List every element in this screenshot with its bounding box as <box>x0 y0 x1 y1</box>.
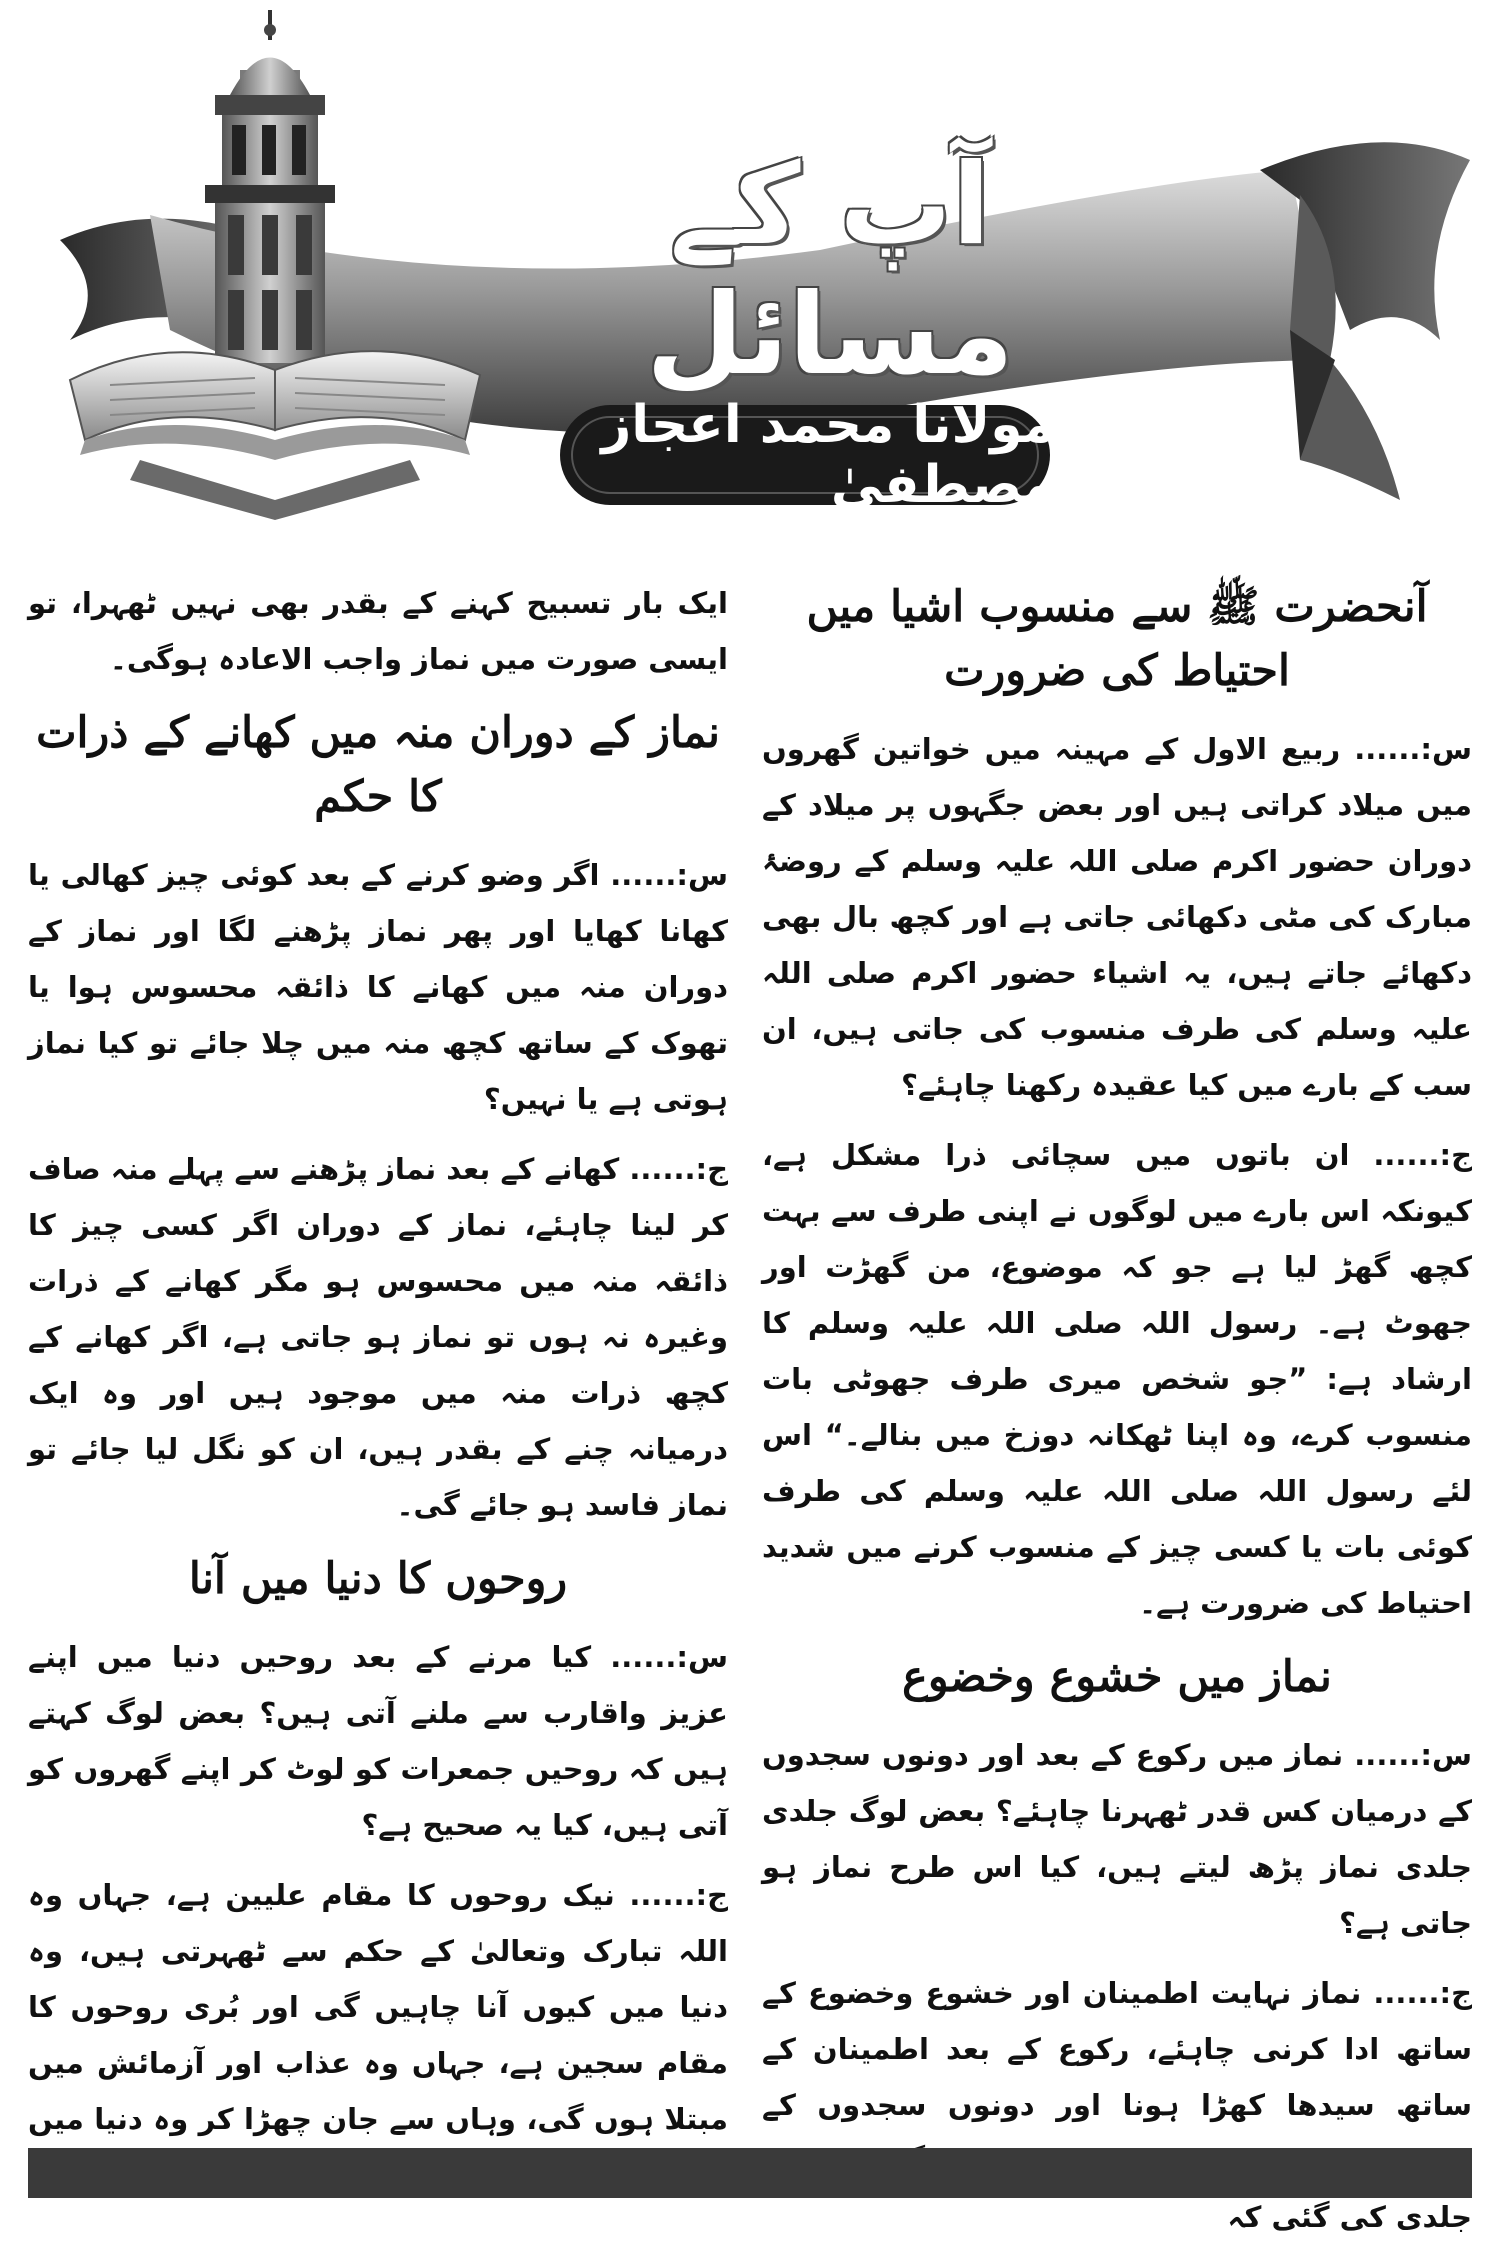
header-banner <box>0 0 1500 520</box>
question-text: س:...... اگر وضو کرنے کے بعد کوئی چیز کھالی یا کھانا کھایا اور پھر نماز پڑھنے لگا اور نماز کے دوران منہ میں کھانے کا ذائقہ محسوس ہوا یا تھوک کے ساتھ کچھ منہ میں چلا جائے تو کیا نماز ہوتی ہے یا نہیں؟ <box>28 858 728 1116</box>
answer-text: ج:...... نماز نہایت اطمینان اور خشوع وخضوع کے ساتھ ادا کرنی چاہئے، رکوع کے بعد اطمینان کے ساتھ سیدھا کھڑا ہونا اور دونوں سجدوں کے جلدی کی گئی کہ <box>762 1976 1472 2234</box>
right-column <box>762 575 1472 2259</box>
question-text: س:...... نماز میں رکوع کے بعد اور دونوں سجدوں کے درمیان کس قدر ٹھہرنا چاہئے؟ بعض لوگ جلدی جلدی نماز پڑھ لیتے ہیں، کیا اس طرح نماز ہو جاتی ہے؟ <box>762 1738 1472 1940</box>
section-heading: نماز کے دوران منہ میں کھانے کے ذرات کا حکم <box>36 708 720 822</box>
footer-bar <box>28 2148 1472 2198</box>
continued-text: ایک بار تسبیح کہنے کے بقدر بھی نہیں ٹھہرا، تو ایسی صورت میں نماز واجب الاعادہ ہوگی۔ <box>28 586 728 676</box>
section-heading: آنحضرت ﷺ سے منسوب اشیا میں احتیاط کی ضرورت <box>806 582 1428 696</box>
page-title: آپ کے مسائل <box>646 140 1014 400</box>
answer-text: ج:...... ان باتوں میں سچائی ذرا مشکل ہے، کیونکہ اس بارے میں لوگوں نے اپنی طرف سے بہت کچھ گھڑ لیا ہے جو کہ موضوع، من گھڑت اور جھوٹ ہے۔ رسول اللہ صلی اللہ علیہ وسلم کا ارشاد ہے: ”جو شخص میری طرف جھوٹی بات منسوب کرے، وہ اپنا ٹھکانہ دوزخ میں بنالے۔“ اس لئے رسول اللہ صلی اللہ علیہ وسلم کی طرف کوئی بات یا کسی چیز کے منسوب کرنے میں شدید احتیاط کی ضرورت ہے۔ <box>762 1138 1472 1620</box>
section-heading: روحوں کا دنیا میں آنا <box>188 1554 568 1604</box>
question-text: س:...... ربیع الاول کے مہینہ میں خواتین گھروں میں میلاد کراتی ہیں اور بعض جگہوں پر میلاد کے دوران حضور اکرم صلی اللہ علیہ وسلم کے روضۂ مبارک کی مٹی دکھائی جاتی ہے اور کچھ بال بھی دکھائے جاتے ہیں، یہ اشیاء حضور اکرم صلی اللہ علیہ وسلم کی طرف منسوب کی جاتی ہیں، ان سب کے بارے میں کیا عقیدہ رکھنا چاہئے؟ <box>762 732 1472 1102</box>
author-byline: مولانا محمد اعجاز مصطفیٰ <box>601 395 1055 515</box>
question-text: س:...... کیا مرنے کے بعد روحیں دنیا میں اپنے عزیز واقارب سے ملنے آتی ہیں؟ بعض لوگ کہتے ہیں کہ روحیں جمعرات کو لوٹ کر اپنے گھروں کو آتی ہیں، کیا یہ صحیح ہے؟ <box>28 1640 728 1842</box>
left-column <box>28 575 728 2217</box>
answer-text: ج:...... کھانے کے بعد نماز پڑھنے سے پہلے منہ صاف کر لینا چاہئے، نماز کے دوران اگر کسی چیز کا ذائقہ منہ میں محسوس ہو مگر کھانے کے ذرات وغیرہ نہ ہوں تو نماز ہو جاتی ہے، اگر کھانے کے کچھ ذرات منہ میں موجود ہیں اور وہ ایک درمیانہ چنے کے بقدر ہیں، ان کو نگل لیا جائے تو نماز فاسد ہو جائے گی۔ <box>28 1152 728 1522</box>
section-heading: نماز میں خشوع وخضوع <box>902 1652 1332 1702</box>
answer-text: ج:...... نیک روحوں کا مقام علیین ہے، جہاں وہ اللہ تبارک وتعالیٰ کے حکم سے ٹھہرتی ہیں، وہ دنیا میں کیوں آنا چاہیں گی اور بُری روحوں کا مقام سجین ہے، جہاں وہ عذاب اور آزمائش میں مبتلا ہوں گی، وہاں سے جان چھڑا کر وہ دنیا میں <box>28 1878 728 2136</box>
